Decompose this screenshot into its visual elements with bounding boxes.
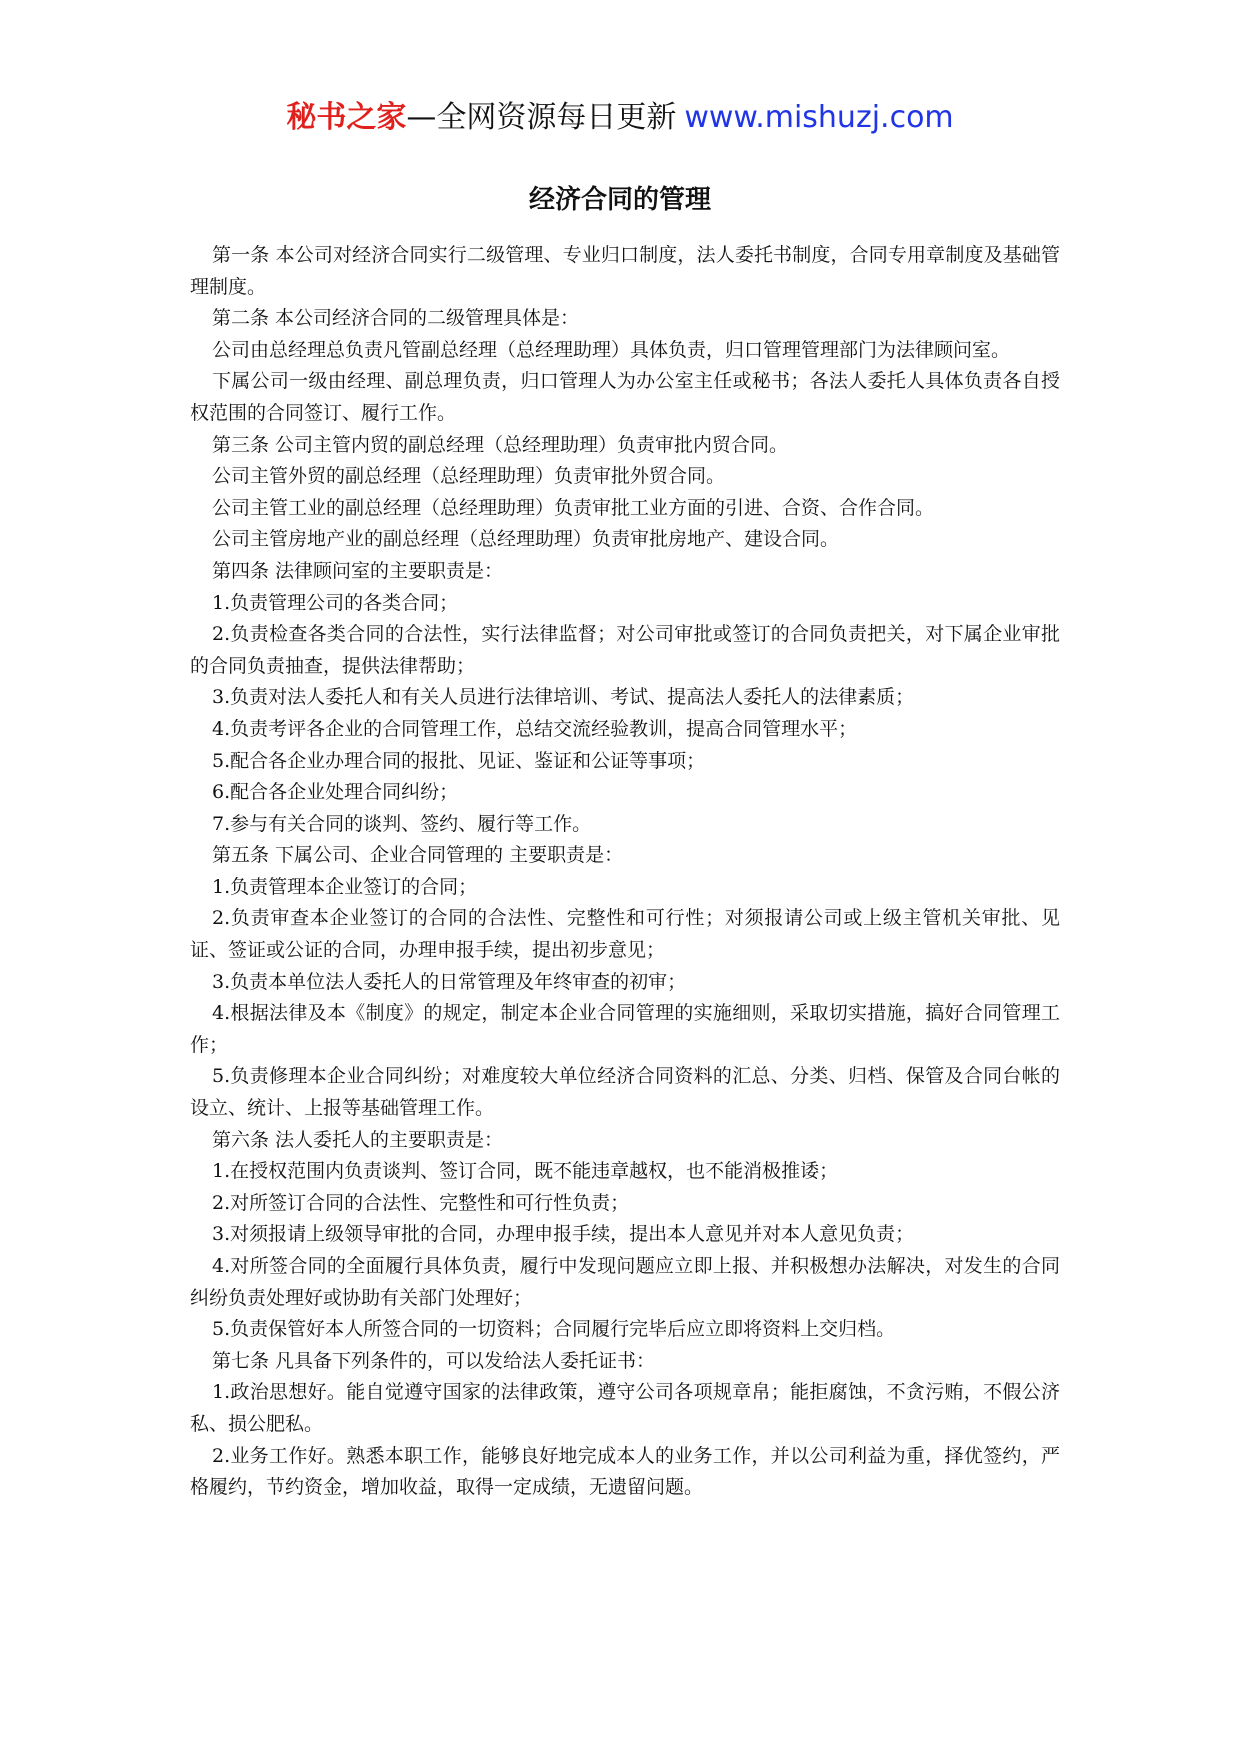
document-body bbox=[190, 240, 1060, 1504]
paragraph: 公司主管工业的副总经理（总经理助理）负责审批工业方面的引进、合资、合作合同。 bbox=[212, 496, 935, 519]
paragraph: 第三条 公司主管内贸的副总经理（总经理助理）负责审批内贸合同。 bbox=[212, 433, 789, 456]
paragraph: 4.对所签合同的全面履行具体负责，履行中发现问题应立即上报、并积极想办法解决，对发生的合同纠纷负责处理好或协助有关部门处理好； bbox=[190, 1255, 1060, 1309]
paragraph: 4.根据法律及本《制度》的规定，制定本企业合同管理的实施细则，采取切实措施，搞好合同管理工作； bbox=[190, 1002, 1060, 1056]
paragraph: 3.负责对法人委托人和有关人员进行法律培训、考试、提高法人委托人的法律素质； bbox=[212, 686, 915, 709]
paragraph: 下属公司一级由经理、副总理负责，归口管理人为办公室主任或秘书；各法人委托人具体负责各自授权范围的合同签订、履行工作。 bbox=[190, 370, 1060, 424]
paragraph: 公司主管外贸的副总经理（总经理助理）负责审批外贸合同。 bbox=[212, 465, 726, 488]
site-tagline: —全网资源每日更新 bbox=[406, 100, 677, 135]
paragraph: 2.对所签订合同的合法性、完整性和可行性负责； bbox=[212, 1191, 630, 1214]
brand-name: 秘书之家 bbox=[286, 100, 407, 135]
paragraph: 1.负责管理公司的各类合同； bbox=[212, 591, 459, 614]
paragraph: 5.配合各企业办理合同的报批、见证、鉴证和公证等事项； bbox=[212, 749, 706, 772]
paragraph: 第一条 本公司对经济合同实行二级管理、专业归口制度，法人委托书制度，合同专用章制度及基础管理制度。 bbox=[190, 244, 1060, 298]
site-header bbox=[0, 98, 1240, 138]
paragraph: 3.对须报请上级领导审批的合同，办理申报手续，提出本人意见并对本人意见负责； bbox=[212, 1223, 915, 1246]
paragraph: 3.负责本单位法人委托人的日常管理及年终审查的初审； bbox=[212, 970, 687, 993]
paragraph: 7.参与有关合同的谈判、签约、履行等工作。 bbox=[212, 812, 592, 835]
paragraph: 2.负责检查各类合同的合法性，实行法律监督；对公司审批或签订的合同负责把关，对下属企业审批的合同负责抽查，提供法律帮助； bbox=[190, 623, 1060, 677]
paragraph: 4.负责考评各企业的合同管理工作，总结交流经验教训，提高合同管理水平； bbox=[212, 717, 858, 740]
paragraph: 1.在授权范围内负责谈判、签订合同，既不能违章越权，也不能消极推诿； bbox=[212, 1160, 839, 1183]
site-url-link[interactable]: www.mishuzj.com bbox=[684, 100, 954, 135]
paragraph: 第六条 法人委托人的主要职责是： bbox=[212, 1128, 504, 1151]
paragraph: 第五条 下属公司、企业合同管理的 主要职责是： bbox=[212, 844, 624, 867]
paragraph: 第二条 本公司经济合同的二级管理具体是： bbox=[212, 307, 580, 330]
paragraph: 第七条 凡具备下列条件的，可以发给法人委托证书： bbox=[212, 1349, 656, 1372]
document-title: 经济合同的管理 bbox=[528, 185, 711, 215]
paragraph: 5.负责修理本企业合同纠纷；对难度较大单位经济合同资料的汇总、分类、归档、保管及合同台帐的设立、统计、上报等基础管理工作。 bbox=[190, 1065, 1060, 1120]
paragraph: 1.负责管理本企业签订的合同； bbox=[212, 875, 478, 898]
paragraph: 第四条 法律顾问室的主要职责是： bbox=[212, 559, 504, 582]
paragraph: 1.政治思想好。能自觉遵守国家的法律政策，遵守公司各项规章帛；能拒腐蚀，不贪污贿，不假公济私、损公肥私。 bbox=[190, 1381, 1060, 1435]
paragraph: 公司主管房地产业的副总经理（总经理助理）负责审批房地产、建设合同。 bbox=[212, 528, 840, 551]
paragraph: 2.业务工作好。熟悉本职工作，能够良好地完成本人的业务工作，并以公司利益为重，择优签约，严格履约，节约资金，增加收益，取得一定成绩，无遗留问题。 bbox=[190, 1444, 1060, 1499]
paragraph: 公司由总经理总负责凡管副总经理（总经理助理）具体负责，归口管理管理部门为法律顾问室。 bbox=[212, 338, 1011, 361]
paragraph: 6.配合各企业处理合同纠纷； bbox=[212, 781, 459, 804]
paragraph: 2.负责审查本企业签订的合同的合法性、完整性和可行性；对须报请公司或上级主管机关审批、见证、签证或公证的合同，办理申报手续，提出初步意见； bbox=[190, 907, 1060, 962]
paragraph: 5.负责保管好本人所签合同的一切资料；合同履行完毕后应立即将资料上交归档。 bbox=[212, 1318, 896, 1341]
